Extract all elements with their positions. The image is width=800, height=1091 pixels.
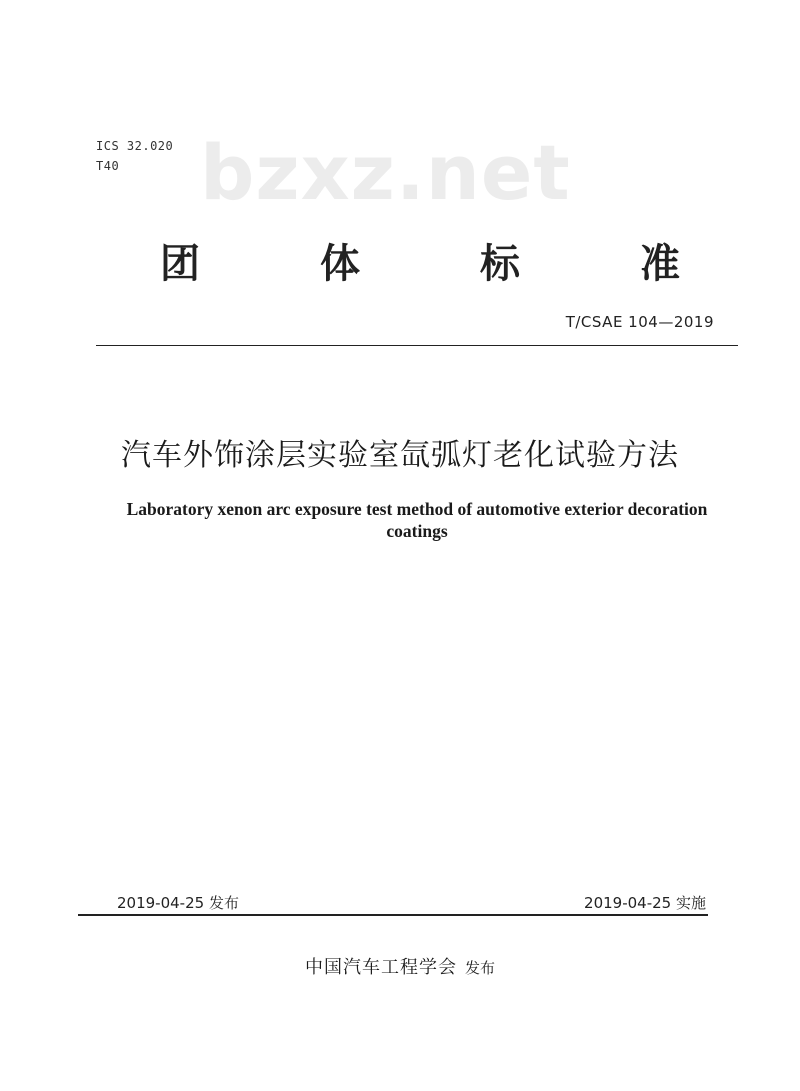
standard-type-char: 体: [320, 241, 360, 287]
bottom-divider: [78, 914, 708, 916]
standard-type-char: 团: [160, 241, 200, 287]
classification-codes: [96, 136, 173, 176]
issue-date: 2019-04-25 发布: [117, 894, 239, 912]
standard-number: T/CSAE 104—2019: [565, 313, 714, 331]
publisher-organization: 中国汽车工程学会: [304, 957, 457, 978]
standard-type-heading: [160, 236, 680, 292]
english-title: [90, 498, 744, 542]
publisher-action: 发布: [464, 959, 495, 977]
implementation-date: 2019-04-25 实施: [584, 894, 706, 912]
top-divider: [96, 345, 738, 346]
publisher-line: [0, 955, 800, 981]
standard-type-char: 标: [480, 241, 520, 287]
category-code: T40: [96, 159, 120, 173]
standard-type-char: 准: [640, 241, 680, 287]
ics-code: ICS 32.020: [96, 139, 174, 153]
english-title-line-2: coatings: [386, 521, 448, 541]
watermark: bzxz.net: [200, 128, 571, 217]
chinese-title: 汽车外饰涂层实验室氙弧灯老化试验方法: [121, 438, 679, 473]
english-title-line-1: Laboratory xenon arc exposure test method of automotive exterior decoration: [126, 499, 708, 519]
